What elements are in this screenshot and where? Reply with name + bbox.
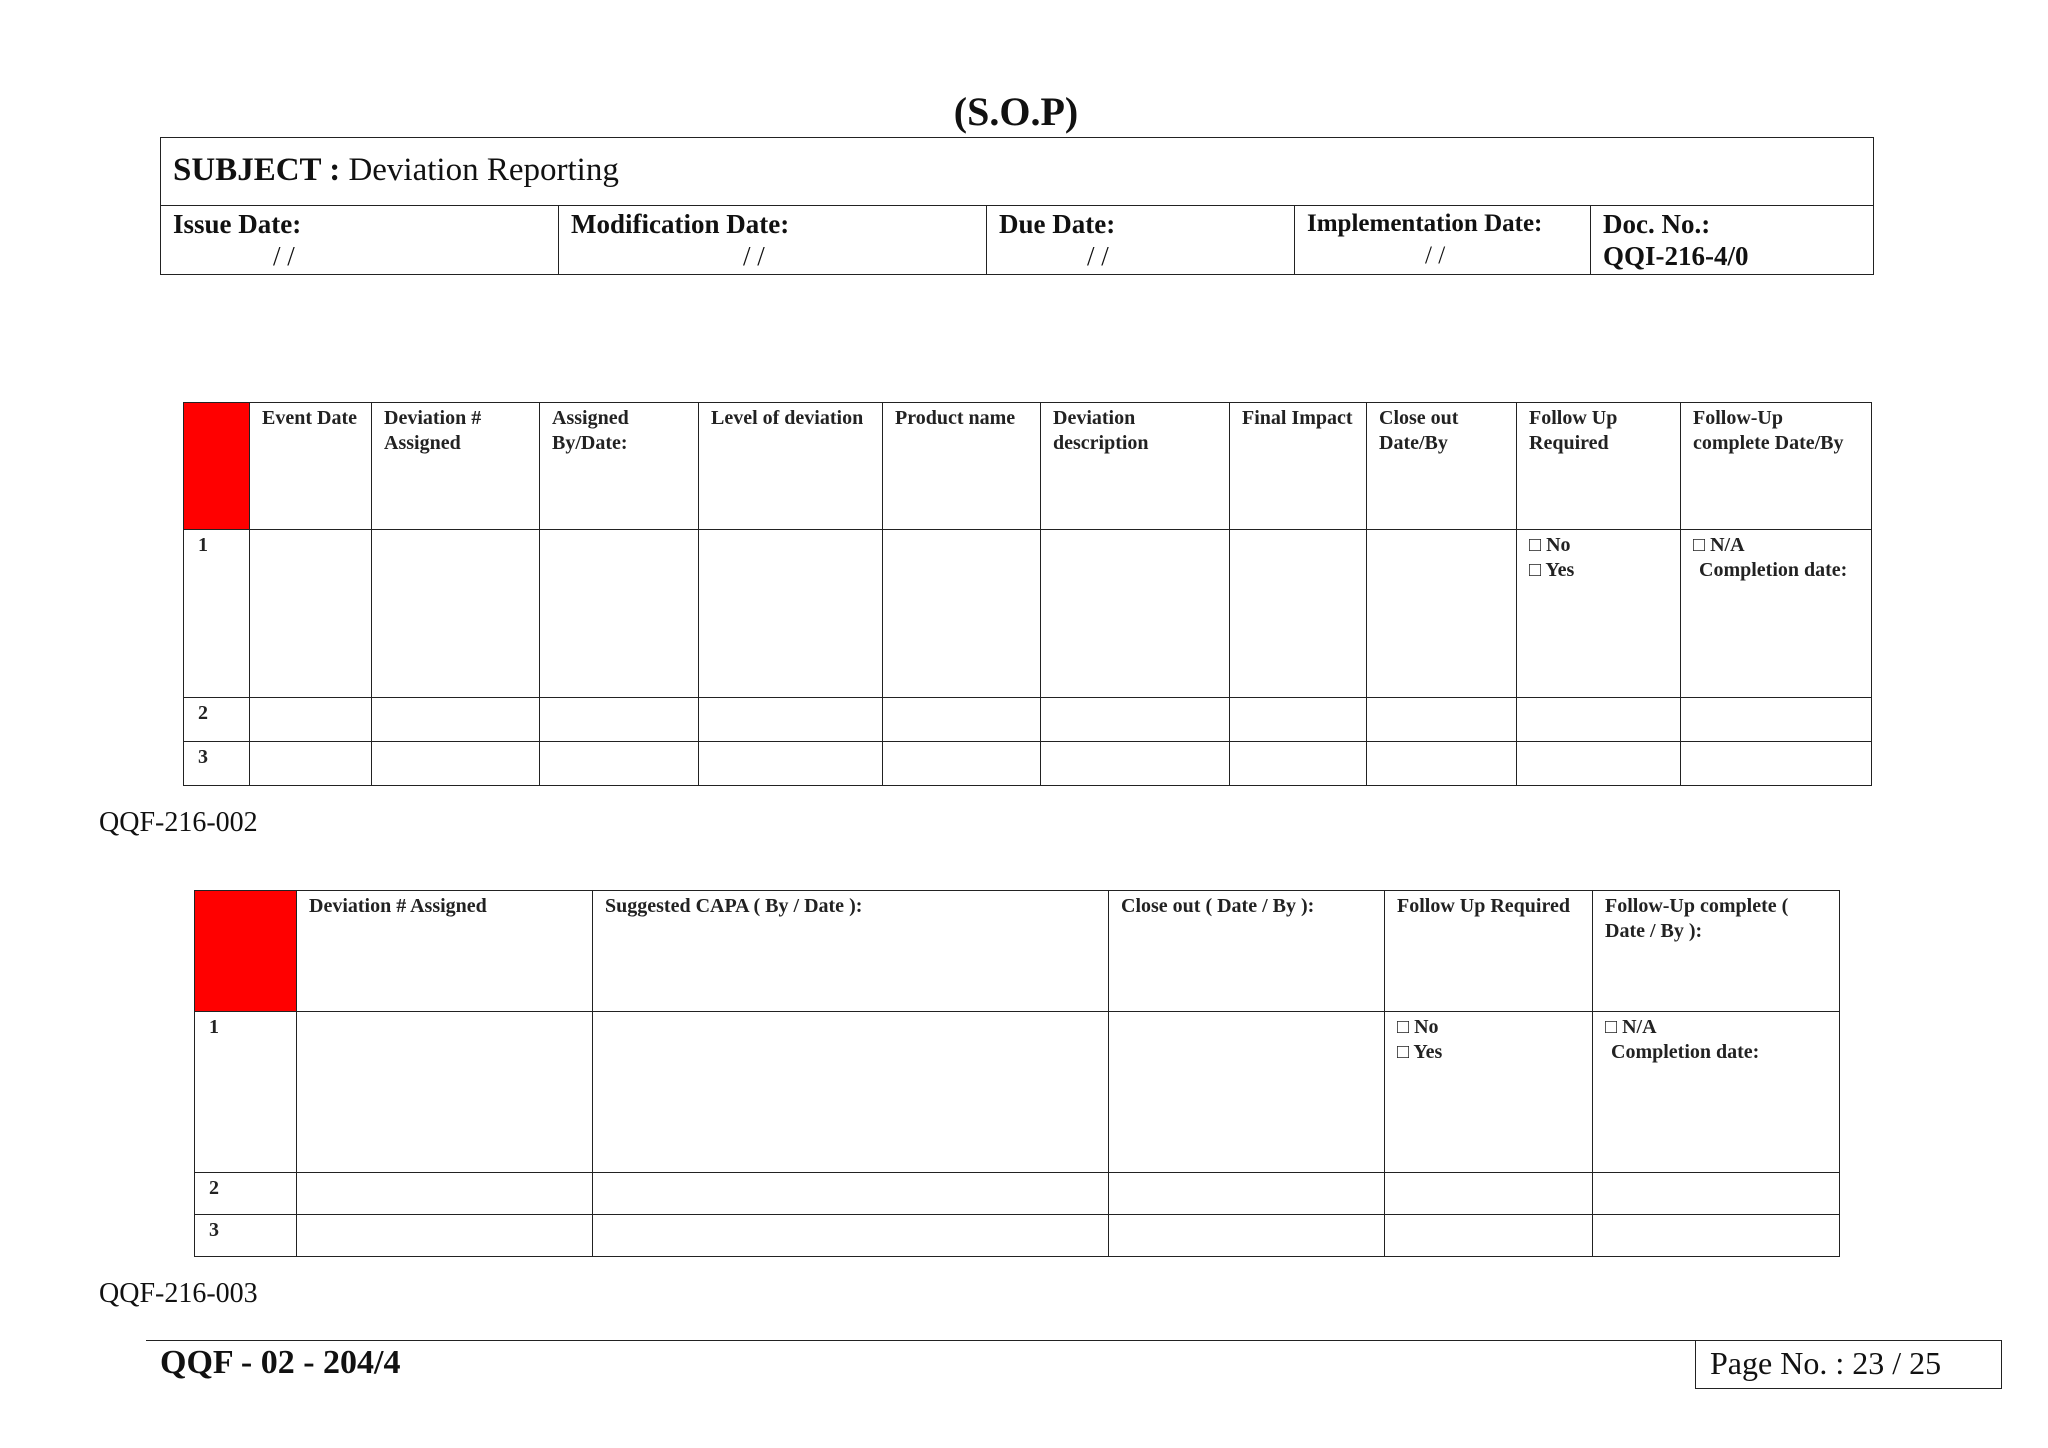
column-header: Deviation # Assigned — [297, 891, 593, 1012]
modification-date-cell — [559, 206, 987, 274]
completion-date-label: Completion date: — [1699, 559, 1848, 581]
table-cell[interactable] — [699, 742, 883, 786]
table-row — [184, 530, 1872, 698]
table-cell[interactable] — [1041, 742, 1230, 786]
table-cell[interactable] — [372, 698, 540, 742]
table-cell[interactable] — [1109, 1173, 1385, 1215]
row-number: 2 — [195, 1173, 297, 1215]
column-header: Event Date — [250, 403, 372, 530]
form-code: QQF-216-003 — [99, 1278, 258, 1309]
column-header: Suggested CAPA ( By / Date ): — [593, 891, 1109, 1012]
column-header: Product name — [883, 403, 1041, 530]
table-cell[interactable] — [250, 742, 372, 786]
table-cell[interactable] — [593, 1173, 1109, 1215]
table-cell[interactable] — [540, 742, 699, 786]
checkbox-no[interactable]: □ No — [1397, 1016, 1439, 1038]
table-cell[interactable] — [372, 530, 540, 698]
table-cell[interactable] — [883, 742, 1041, 786]
table-header-row — [195, 891, 1840, 1012]
completion-date-label: Completion date: — [1611, 1041, 1760, 1063]
table-row — [195, 1173, 1840, 1215]
table-cell[interactable] — [1230, 742, 1367, 786]
due-date-cell — [987, 206, 1295, 274]
table-cell[interactable] — [883, 698, 1041, 742]
table-header-row — [184, 403, 1872, 530]
checkbox-yes[interactable]: □ Yes — [1529, 559, 1575, 581]
table-row — [195, 1012, 1840, 1173]
column-header: Assigned By/Date: — [540, 403, 699, 530]
checkbox-no[interactable]: □ No — [1529, 534, 1571, 556]
table-cell[interactable] — [1517, 698, 1681, 742]
checkbox-yes[interactable]: □ Yes — [1397, 1041, 1443, 1063]
table-cell[interactable] — [699, 698, 883, 742]
subject-value: Deviation Reporting — [348, 152, 619, 188]
document-title: (S.O.P) — [953, 89, 1079, 134]
table-cell[interactable] — [1367, 530, 1517, 698]
row-number: 1 — [195, 1012, 297, 1173]
table-cell[interactable] — [1367, 742, 1517, 786]
doc-no-label: Doc. No.: — [1603, 209, 1711, 239]
implementation-date-value: / / — [1425, 242, 1446, 269]
table-cell[interactable] — [297, 1215, 593, 1257]
table-cell[interactable] — [1230, 530, 1367, 698]
column-header: Follow-Up complete ( Date / By ): — [1593, 891, 1840, 1012]
implementation-date-cell — [1295, 206, 1591, 274]
checkbox-na[interactable]: □ N/A — [1605, 1016, 1657, 1038]
follow-up-required-cell — [1385, 1012, 1593, 1173]
table-cell[interactable] — [372, 742, 540, 786]
table-cell[interactable] — [699, 530, 883, 698]
page-number-box: Page No. : 23 / 25 — [1695, 1340, 2002, 1389]
modification-date-label: Modification Date: — [571, 209, 790, 239]
footer-form-number: QQF - 02 - 204/4 — [160, 1344, 401, 1381]
column-header: Follow-Up complete Date/By — [1681, 403, 1872, 530]
due-date-value: / / — [1087, 241, 1109, 271]
column-header: Close out ( Date / By ): — [1109, 891, 1385, 1012]
table-cell[interactable] — [1385, 1215, 1593, 1257]
header-marker-cell — [195, 891, 297, 1012]
table-cell[interactable] — [1517, 742, 1681, 786]
table-cell[interactable] — [1593, 1215, 1840, 1257]
table-row — [184, 698, 1872, 742]
row-number: 3 — [195, 1215, 297, 1257]
row-number: 3 — [184, 742, 250, 786]
table-cell[interactable] — [540, 530, 699, 698]
column-header: Deviation description — [1041, 403, 1230, 530]
doc-no-value: QQI-216-4/0 — [1603, 241, 1749, 271]
issue-date-label: Issue Date: — [173, 209, 302, 239]
table-cell[interactable] — [1681, 742, 1872, 786]
table-cell[interactable] — [1109, 1215, 1385, 1257]
table-cell[interactable] — [593, 1012, 1109, 1173]
column-header: Close out Date/By — [1367, 403, 1517, 530]
column-header: Follow Up Required — [1517, 403, 1681, 530]
subject-row — [161, 138, 1873, 206]
table-cell[interactable] — [883, 530, 1041, 698]
follow-up-required-cell — [1517, 530, 1681, 698]
follow-up-complete-cell — [1681, 530, 1872, 698]
column-header: Level of deviation — [699, 403, 883, 530]
header-marker-cell — [184, 403, 250, 530]
table-row — [195, 1215, 1840, 1257]
table-cell[interactable] — [1109, 1012, 1385, 1173]
capa-table — [194, 890, 1840, 1257]
column-header: Follow Up Required — [1385, 891, 1593, 1012]
table-cell[interactable] — [1041, 530, 1230, 698]
subject-label: SUBJECT : — [173, 152, 341, 188]
table-cell[interactable] — [1230, 698, 1367, 742]
form-code: QQF-216-002 — [99, 807, 258, 838]
table-cell[interactable] — [297, 1012, 593, 1173]
implementation-date-label: Implementation Date: — [1307, 210, 1543, 237]
row-number: 1 — [184, 530, 250, 698]
table-cell[interactable] — [1385, 1173, 1593, 1215]
table-row — [184, 742, 1872, 786]
table-cell[interactable] — [1367, 698, 1517, 742]
checkbox-na[interactable]: □ N/A — [1693, 534, 1745, 556]
due-date-label: Due Date: — [999, 209, 1116, 239]
row-number: 2 — [184, 698, 250, 742]
doc-no-cell — [1591, 206, 1875, 274]
table-cell[interactable] — [1041, 698, 1230, 742]
table-cell[interactable] — [250, 530, 372, 698]
issue-date-value: / / — [273, 241, 295, 271]
issue-date-cell — [161, 206, 559, 274]
column-header: Final Impact — [1230, 403, 1367, 530]
follow-up-complete-cell — [1593, 1012, 1840, 1173]
table-cell[interactable] — [250, 698, 372, 742]
table-cell[interactable] — [1593, 1173, 1840, 1215]
modification-date-value: / / — [743, 241, 765, 271]
table-cell[interactable] — [1681, 698, 1872, 742]
column-header: Deviation # Assigned — [372, 403, 540, 530]
deviation-log-table — [183, 402, 1872, 786]
header-box — [160, 137, 1874, 275]
table-cell[interactable] — [540, 698, 699, 742]
table-cell[interactable] — [593, 1215, 1109, 1257]
table-cell[interactable] — [297, 1173, 593, 1215]
